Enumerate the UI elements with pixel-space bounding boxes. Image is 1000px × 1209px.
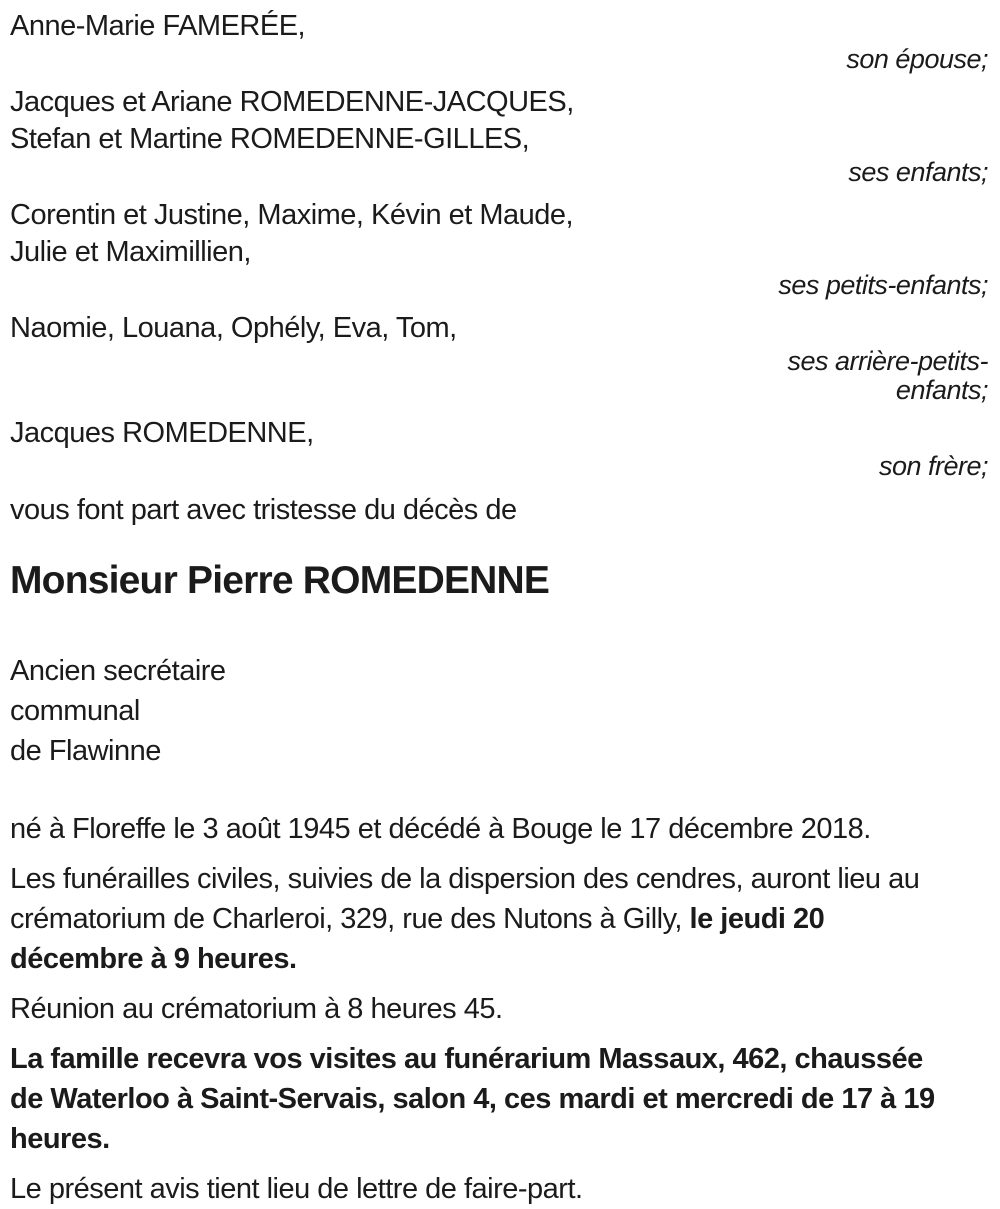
family-relation-label: ses arrière-petits-enfants; xyxy=(787,346,988,405)
announcement-paragraph xyxy=(10,1039,948,1159)
family-relation-row xyxy=(10,271,988,304)
announcement-paragraph xyxy=(10,989,948,1029)
family-names-line: Stefan et Martine ROMEDENNE-GILLES, xyxy=(10,123,530,155)
family-relation-row xyxy=(10,45,988,78)
announcement-paragraph xyxy=(10,1169,948,1209)
family-names-line: Jacques et Ariane ROMEDENNE-JACQUES, xyxy=(10,86,574,118)
family-names-line: Naomie, Louana, Ophély, Eva, Tom, xyxy=(10,312,457,344)
family-names-line: Julie et Maximillien, xyxy=(10,236,251,268)
subtitle-line: Ancien secrétaire xyxy=(10,655,226,687)
family-relation-label: son épouse; xyxy=(846,44,988,74)
family-entry xyxy=(10,197,988,304)
announcement-paragraph xyxy=(10,809,948,849)
family-entry xyxy=(10,8,988,78)
family-list xyxy=(10,8,988,485)
family-relation-row xyxy=(10,452,988,485)
paragraph-text-segment: Le présent avis tient lieu de lettre de faire-part. xyxy=(10,1173,583,1205)
family-entry xyxy=(10,415,988,485)
paragraph-text-segment: Réunion au crématorium à 8 heures 45. xyxy=(10,993,503,1025)
family-relation-row xyxy=(10,158,988,191)
announcement-paragraph xyxy=(10,859,948,979)
family-relation-label: ses petits-enfants; xyxy=(778,270,988,300)
family-names-line: Anne-Marie FAMERÉE, xyxy=(10,10,306,42)
family-relation-label: son frère; xyxy=(878,451,988,481)
deceased-subtitle xyxy=(10,651,988,771)
deceased-name-title: Monsieur Pierre ROMEDENNE xyxy=(10,559,550,602)
family-relation-label: ses enfants; xyxy=(848,157,988,187)
paragraph-text-segment: Les funérailles civiles, suivies de la dispersion des cendres, auront lieu au crématorium de Charleroi, 329, rue des Nutons à Gilly, xyxy=(10,863,920,935)
intro-line: vous font part avec tristesse du décès de xyxy=(10,494,517,526)
paragraph-text-segment: le jeudi 20 décembre à 9 heures. xyxy=(10,903,825,975)
family-relation-row xyxy=(10,347,988,409)
paragraph-text-segment: né à Floreffe le 3 août 1945 et décédé à Bouge le 17 décembre 2018. xyxy=(10,813,871,845)
family-entry xyxy=(10,310,988,409)
announcement-paragraphs xyxy=(10,809,948,1209)
paragraph-text-segment: La famille recevra vos visites au funérarium Massaux, 462, chaussée de Waterloo à Saint-Servais, salon 4, ces mardi et mercredi de 17 à 19 heures. xyxy=(10,1043,935,1155)
family-entry xyxy=(10,84,988,191)
subtitle-line: de Flawinne xyxy=(10,735,161,767)
family-names-line: Corentin et Justine, Maxime, Kévin et Maude, xyxy=(10,199,574,231)
subtitle-line: communal xyxy=(10,695,140,727)
family-names-line: Jacques ROMEDENNE, xyxy=(10,417,314,449)
